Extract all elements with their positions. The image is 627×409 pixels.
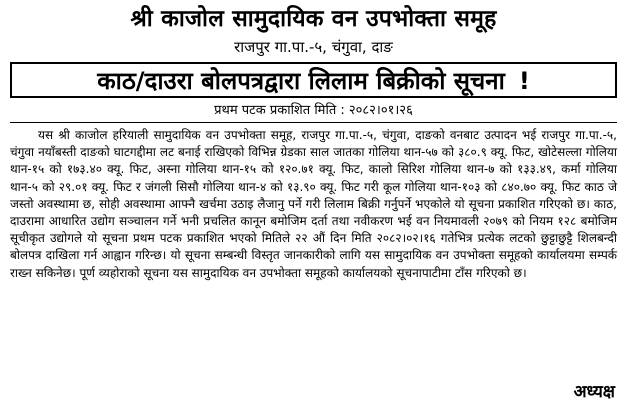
exclamation-mark: ! xyxy=(518,67,530,95)
organization-title: श्री काजोल सामुदायिक वन उपभोक्ता समूह xyxy=(130,6,497,32)
signature-chairperson: अध्यक्ष xyxy=(573,382,615,402)
divider-line xyxy=(10,122,617,123)
organization-address: राजपुर गा.पा.-५, चंगुवा, दाङ xyxy=(234,38,393,56)
published-date-line xyxy=(6,101,621,121)
published-date: २०८२।०१।२६ xyxy=(348,103,413,118)
notice-banner xyxy=(10,62,617,98)
notice-banner-title: काठ/दाउरा बोलपत्रद्वारा लिलाम बिक्रीको सूचना xyxy=(97,67,505,95)
published-label: प्रथम पटक प्रकाशित मिति : xyxy=(214,103,345,118)
notice-body: यस श्री काजोल हरियाली सामुदायिक वन उपभोक्ता समूह, राजपुर गा.पा.-५, चंगुवा, दाङको वनबाट उत्पादन भई राजपुर गा.पा.-५, चंगुवा नयाँबस्ती दाङको घाटगद्दीमा लट बनाई राखिएको विभिन्न ग्रेडका साल जातका गोलिया थान-५७ को ३८०.९ क्यू. फिट, खोटेसल्ला गोलिया थान-१५ को १७३.४० क्यू. फिट, अस्ना गोलिया थान-१५ को १२०.७१ क्यू. फिट, कालो सिरिश गोलिया थान-७ को १३३.४९, कर्मा गोलिया थान-५ को २९.०१ क्यू. फिट र जंगली सिसौ गोलिया थान-४ को १३.९० क्यू. फिट गरी कूल गोलिया थान-१०३ को ८४०.७० क्यू. फिट काठ जे जस्तो अवस्थामा छ, सोही अवस्थामा आफ्नै खर्चमा उठाइ लैजानु पर्ने गरी लिलाम बिक्री गर्नुपर्ने भएकोले यो सूचना प्रकाशित गरिएको छ। काठ, दाउरामा आधारित उद्योग सञ्चालन गर्ने भनी प्रचलित कानून बमोजिम दर्ता तथा नवीकरण भई वन नियमावली २०७९ को नियम १२८ बमोजिम सूचीकृत उद्योगले यो सूचना प्रथम पटक प्रकाशित भएको मितिले २२ औं दिन मिति २०८२।०२।१६ गतेभित्र प्रत्येक लटको छुट्टाछुट्टै शिलबन्दी बोलपत्र दाखिला गर्न आह्वान गरिन्छ। यो सूचना सम्बन्धी विस्तृत जानकारीको लागि यस सामुदायिक वन उपभोक्ता समूहको कार्यालयमा सम्पर्क राख्न सकिनेछ। पूर्ण व्यहोराको सूचना यस सामुदायिक वन उपभोक्ता समूहको कार्यालयको सूचनापाटीमा टाँस गरिएको छ। xyxy=(10,128,617,280)
